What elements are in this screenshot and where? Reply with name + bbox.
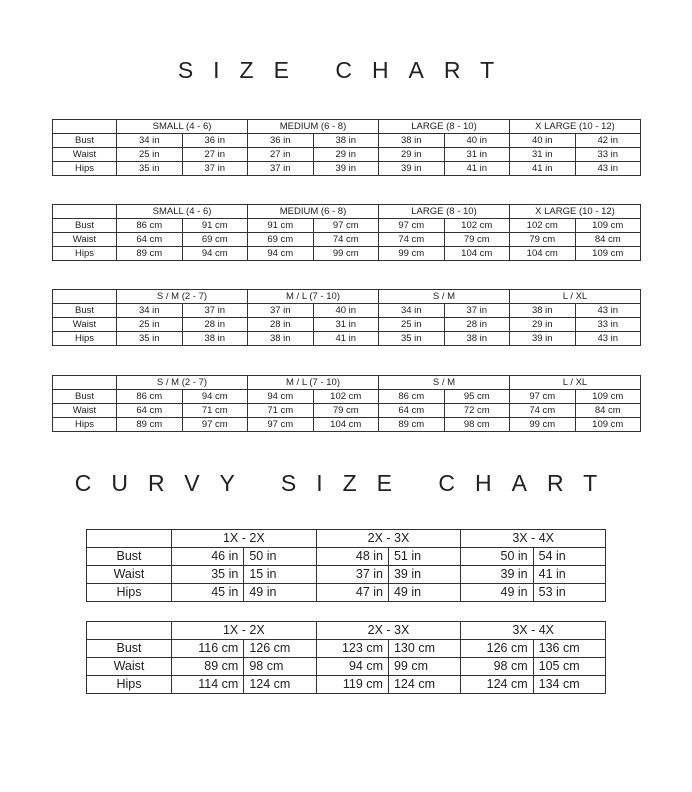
- measurement-value: 71 cm: [248, 404, 314, 418]
- measurement-value: 124 cm: [461, 676, 533, 694]
- measurement-value: 35 in: [117, 332, 183, 346]
- measurement-value: 50 in: [244, 548, 316, 566]
- measurement-row: [53, 390, 641, 404]
- size-header: MEDIUM (6 - 8): [248, 205, 379, 219]
- corner-cell: [87, 530, 172, 548]
- measurement-value: 99 cm: [313, 247, 379, 261]
- measurement-value: 45 in: [172, 584, 244, 602]
- measurement-value: 47 in: [316, 584, 388, 602]
- measurement-value: 79 cm: [510, 233, 576, 247]
- measurement-value: 102 cm: [313, 390, 379, 404]
- size-header: L / XL: [510, 290, 641, 304]
- measurement-value: 42 in: [575, 134, 641, 148]
- measurement-value: 38 in: [379, 134, 445, 148]
- measurement-value: 31 in: [444, 148, 510, 162]
- measurement-value: 74 cm: [510, 404, 576, 418]
- measurement-value: 134 cm: [533, 676, 605, 694]
- measurement-value: 41 in: [510, 162, 576, 176]
- measurement-value: 109 cm: [575, 247, 641, 261]
- measurement-value: 38 in: [510, 304, 576, 318]
- measurement-value: 109 cm: [575, 418, 641, 432]
- measurement-value: 54 in: [533, 548, 605, 566]
- measurement-value: 25 in: [379, 318, 445, 332]
- measurement-label: Bust: [53, 134, 117, 148]
- measurement-value: 97 cm: [313, 219, 379, 233]
- curvy-title: CURVY SIZE CHART: [74, 470, 618, 496]
- measurement-value: 28 in: [248, 318, 314, 332]
- measurement-value: 39 in: [461, 566, 533, 584]
- measurement-value: 40 in: [444, 134, 510, 148]
- measurement-value: 64 cm: [379, 404, 445, 418]
- measurement-label: Waist: [53, 318, 117, 332]
- measurement-value: 89 cm: [117, 418, 183, 432]
- measurement-value: 114 cm: [172, 676, 244, 694]
- measurement-row: [53, 233, 641, 247]
- measurement-value: 99 cm: [510, 418, 576, 432]
- measurement-value: 102 cm: [510, 219, 576, 233]
- measurement-value: 46 in: [172, 548, 244, 566]
- measurement-value: 126 cm: [461, 640, 533, 658]
- measurement-value: 36 in: [182, 134, 248, 148]
- measurement-row: [87, 640, 606, 658]
- measurement-value: 34 in: [117, 134, 183, 148]
- measurement-label: Waist: [87, 566, 172, 584]
- measurement-value: 64 cm: [117, 404, 183, 418]
- size-header: L / XL: [510, 376, 641, 390]
- measurement-row: [87, 658, 606, 676]
- size-header: 2X - 3X: [316, 622, 461, 640]
- measurement-value: 43 in: [575, 162, 641, 176]
- corner-cell: [53, 205, 117, 219]
- measurement-value: 74 cm: [379, 233, 445, 247]
- measurement-value: 130 cm: [388, 640, 460, 658]
- size-header: M / L (7 - 10): [248, 290, 379, 304]
- measurement-value: 119 cm: [316, 676, 388, 694]
- measurement-value: 86 cm: [379, 390, 445, 404]
- measurement-value: 37 in: [316, 566, 388, 584]
- measurement-value: 35 in: [172, 566, 244, 584]
- measurement-value: 104 cm: [444, 247, 510, 261]
- size-header: 3X - 4X: [461, 530, 606, 548]
- measurement-value: 35 in: [117, 162, 183, 176]
- size-header: X LARGE (10 - 12): [510, 120, 641, 134]
- measurement-row: [53, 247, 641, 261]
- measurement-label: Hips: [53, 162, 117, 176]
- measurement-value: 94 cm: [248, 390, 314, 404]
- measurement-value: 99 cm: [388, 658, 460, 676]
- measurement-value: 99 cm: [379, 247, 445, 261]
- measurement-value: 109 cm: [575, 390, 641, 404]
- measurement-value: 33 in: [575, 148, 641, 162]
- measurement-label: Bust: [87, 640, 172, 658]
- measurement-row: [53, 318, 641, 332]
- measurement-label: Waist: [53, 148, 117, 162]
- measurement-value: 116 cm: [172, 640, 244, 658]
- size-header: S / M (2 - 7): [117, 290, 248, 304]
- measurement-value: 102 cm: [444, 219, 510, 233]
- measurement-value: 97 cm: [248, 418, 314, 432]
- size-header: S / M: [379, 376, 510, 390]
- measurement-label: Hips: [53, 418, 117, 432]
- measurement-value: 31 in: [510, 148, 576, 162]
- measurement-label: Bust: [53, 219, 117, 233]
- measurement-value: 39 in: [313, 162, 379, 176]
- measurement-value: 34 in: [379, 304, 445, 318]
- measurement-value: 27 in: [248, 148, 314, 162]
- measurement-value: 64 cm: [117, 233, 183, 247]
- measurement-row: [53, 404, 641, 418]
- measurement-value: 41 in: [533, 566, 605, 584]
- measurement-value: 86 cm: [117, 390, 183, 404]
- measurement-value: 37 in: [444, 304, 510, 318]
- measurement-value: 91 cm: [248, 219, 314, 233]
- alt-size-table-inches: [52, 289, 641, 346]
- measurement-value: 94 cm: [182, 390, 248, 404]
- size-header: X LARGE (10 - 12): [510, 205, 641, 219]
- measurement-value: 104 cm: [313, 418, 379, 432]
- size-header: M / L (7 - 10): [248, 376, 379, 390]
- measurement-value: 51 in: [388, 548, 460, 566]
- header-row: [53, 290, 641, 304]
- measurement-row: [87, 584, 606, 602]
- size-header: 1X - 2X: [172, 530, 317, 548]
- size-header: LARGE (8 - 10): [379, 205, 510, 219]
- measurement-value: 39 in: [379, 162, 445, 176]
- measurement-value: 104 cm: [510, 247, 576, 261]
- measurement-value: 40 in: [313, 304, 379, 318]
- measurement-value: 71 cm: [182, 404, 248, 418]
- size-header: 2X - 3X: [316, 530, 461, 548]
- measurement-value: 84 cm: [575, 404, 641, 418]
- size-header: S / M: [379, 290, 510, 304]
- measurement-value: 39 in: [388, 566, 460, 584]
- measurement-value: 35 in: [379, 332, 445, 346]
- measurement-row: [53, 304, 641, 318]
- measurement-value: 89 cm: [379, 418, 445, 432]
- measurement-value: 123 cm: [316, 640, 388, 658]
- measurement-value: 37 in: [248, 304, 314, 318]
- measurement-value: 97 cm: [182, 418, 248, 432]
- measurement-value: 31 in: [313, 318, 379, 332]
- measurement-row: [53, 219, 641, 233]
- measurement-row: [53, 162, 641, 176]
- header-row: [87, 622, 606, 640]
- measurement-label: Hips: [87, 584, 172, 602]
- size-table-cm: [52, 204, 641, 261]
- measurement-value: 94 cm: [182, 247, 248, 261]
- measurement-value: 43 in: [575, 332, 641, 346]
- measurement-value: 37 in: [182, 162, 248, 176]
- measurement-value: 38 in: [182, 332, 248, 346]
- measurement-value: 84 cm: [575, 233, 641, 247]
- corner-cell: [53, 290, 117, 304]
- measurement-value: 94 cm: [316, 658, 388, 676]
- measurement-value: 28 in: [444, 318, 510, 332]
- measurement-value: 38 in: [444, 332, 510, 346]
- header-row: [53, 120, 641, 134]
- measurement-row: [87, 676, 606, 694]
- measurement-value: 43 in: [575, 304, 641, 318]
- alt-size-table-cm: [52, 375, 641, 432]
- measurement-value: 126 cm: [244, 640, 316, 658]
- measurement-value: 38 in: [313, 134, 379, 148]
- size-header: LARGE (8 - 10): [379, 120, 510, 134]
- measurement-value: 39 in: [510, 332, 576, 346]
- measurement-value: 86 cm: [117, 219, 183, 233]
- measurement-label: Bust: [53, 304, 117, 318]
- measurement-value: 136 cm: [533, 640, 605, 658]
- measurement-row: [53, 418, 641, 432]
- measurement-value: 38 in: [248, 332, 314, 346]
- corner-cell: [53, 376, 117, 390]
- measurement-value: 89 cm: [117, 247, 183, 261]
- measurement-value: 29 in: [379, 148, 445, 162]
- corner-cell: [87, 622, 172, 640]
- measurement-value: 48 in: [316, 548, 388, 566]
- measurement-value: 69 cm: [182, 233, 248, 247]
- measurement-value: 49 in: [461, 584, 533, 602]
- measurement-value: 97 cm: [510, 390, 576, 404]
- measurement-value: 41 in: [444, 162, 510, 176]
- measurement-row: [87, 566, 606, 584]
- curvy-table-inches: [86, 529, 606, 602]
- measurement-label: Waist: [87, 658, 172, 676]
- measurement-value: 49 in: [244, 584, 316, 602]
- measurement-value: 72 cm: [444, 404, 510, 418]
- measurement-value: 25 in: [117, 318, 183, 332]
- measurement-label: Waist: [53, 404, 117, 418]
- measurement-value: 98 cm: [444, 418, 510, 432]
- corner-cell: [53, 120, 117, 134]
- size-header: SMALL (4 - 6): [117, 205, 248, 219]
- measurement-value: 36 in: [248, 134, 314, 148]
- measurement-value: 124 cm: [244, 676, 316, 694]
- measurement-value: 25 in: [117, 148, 183, 162]
- measurement-value: 49 in: [388, 584, 460, 602]
- measurement-value: 95 cm: [444, 390, 510, 404]
- measurement-row: [53, 332, 641, 346]
- measurement-value: 79 cm: [313, 404, 379, 418]
- measurement-row: [53, 148, 641, 162]
- measurement-value: 98 cm: [244, 658, 316, 676]
- measurement-row: [87, 548, 606, 566]
- measurement-value: 40 in: [510, 134, 576, 148]
- measurement-row: [53, 134, 641, 148]
- measurement-value: 53 in: [533, 584, 605, 602]
- measurement-value: 89 cm: [172, 658, 244, 676]
- size-header: SMALL (4 - 6): [117, 120, 248, 134]
- measurement-label: Bust: [53, 390, 117, 404]
- measurement-value: 29 in: [510, 318, 576, 332]
- size-header: 3X - 4X: [461, 622, 606, 640]
- measurement-value: 105 cm: [533, 658, 605, 676]
- measurement-value: 37 in: [248, 162, 314, 176]
- measurement-value: 97 cm: [379, 219, 445, 233]
- measurement-label: Hips: [53, 247, 117, 261]
- measurement-value: 15 in: [244, 566, 316, 584]
- measurement-value: 79 cm: [444, 233, 510, 247]
- measurement-value: 69 cm: [248, 233, 314, 247]
- measurement-value: 41 in: [313, 332, 379, 346]
- measurement-value: 124 cm: [388, 676, 460, 694]
- size-header: 1X - 2X: [172, 622, 317, 640]
- size-header: S / M (2 - 7): [117, 376, 248, 390]
- measurement-label: Hips: [87, 676, 172, 694]
- measurement-value: 74 cm: [313, 233, 379, 247]
- header-row: [53, 205, 641, 219]
- measurement-value: 109 cm: [575, 219, 641, 233]
- measurement-value: 94 cm: [248, 247, 314, 261]
- measurement-label: Bust: [87, 548, 172, 566]
- measurement-label: Waist: [53, 233, 117, 247]
- measurement-value: 91 cm: [182, 219, 248, 233]
- page-title: SIZE CHART: [177, 57, 515, 83]
- size-header: MEDIUM (6 - 8): [248, 120, 379, 134]
- measurement-value: 34 in: [117, 304, 183, 318]
- measurement-value: 37 in: [182, 304, 248, 318]
- size-table-inches: [52, 119, 641, 176]
- header-row: [53, 376, 641, 390]
- measurement-label: Hips: [53, 332, 117, 346]
- curvy-table-cm: [86, 621, 606, 694]
- measurement-value: 29 in: [313, 148, 379, 162]
- measurement-value: 50 in: [461, 548, 533, 566]
- measurement-value: 28 in: [182, 318, 248, 332]
- measurement-value: 33 in: [575, 318, 641, 332]
- measurement-value: 98 cm: [461, 658, 533, 676]
- measurement-value: 27 in: [182, 148, 248, 162]
- header-row: [87, 530, 606, 548]
